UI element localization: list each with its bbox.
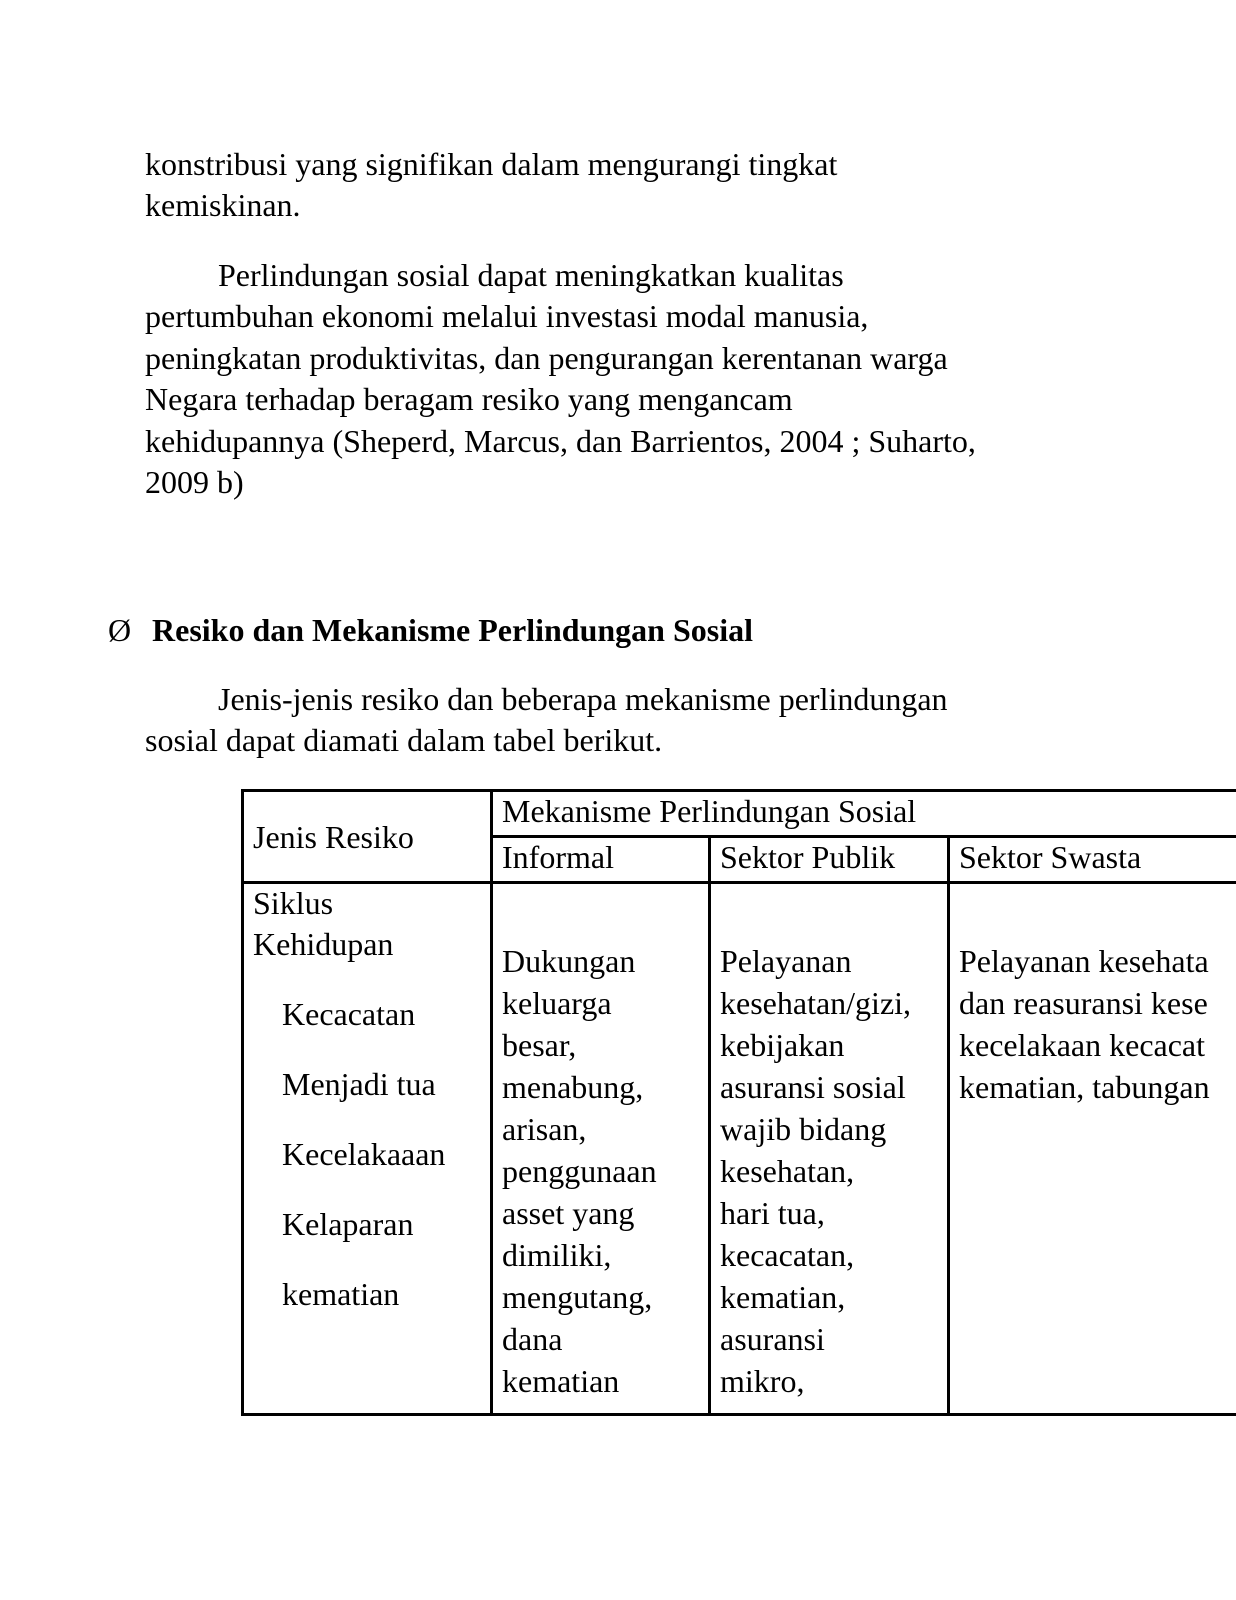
cell-line: keluarga — [502, 985, 612, 1021]
cell-line: mikro, — [720, 1363, 805, 1399]
cell-line: arisan, — [502, 1111, 587, 1147]
cell-line: kesehatan, — [720, 1153, 855, 1189]
cell-line: kecelakaan kecacat — [959, 1027, 1206, 1063]
cell-line: dana — [502, 1321, 563, 1357]
risk-item: Kecelakaaan — [282, 1136, 446, 1172]
cell-line: kematian, tabungan — [959, 1069, 1210, 1105]
cell-line: dan reasuransi kese — [959, 985, 1208, 1021]
public-sector-cell — [720, 940, 911, 1402]
cell-line: hari tua, — [720, 1195, 825, 1231]
risk-item: kematian — [282, 1276, 400, 1312]
cell-line: asuransi — [720, 1321, 825, 1357]
header-sektor-publik: Sektor Publik — [720, 839, 896, 875]
cell-line: kebijakan — [720, 1027, 845, 1063]
cell-line: asuransi sosial — [720, 1069, 906, 1105]
risk-item: Kecacatan — [282, 996, 416, 1032]
cell-line: mengutang, — [502, 1279, 653, 1315]
risk-group-line: Kehidupan — [253, 926, 394, 962]
cell-line: Dukungan — [502, 943, 636, 979]
informal-cell — [502, 940, 657, 1402]
header-informal: Informal — [502, 839, 614, 875]
table-divider — [490, 792, 493, 1416]
paragraph-2-line: kehidupannya (Sheperd, Marcus, dan Barrientos, 2004 ; Suharto, — [145, 423, 976, 459]
risk-item: Kelaparan — [282, 1206, 414, 1242]
bullet-icon: Ø — [108, 612, 132, 648]
table-divider — [244, 881, 1236, 884]
paragraph-2-line: peningkatan produktivitas, dan pengurangan kerentanan warga — [145, 340, 948, 376]
cell-line: Pelayanan kesehata — [959, 943, 1209, 979]
paragraph-3-line: sosial dapat diamati dalam tabel berikut. — [145, 722, 663, 758]
cell-line: kematian — [502, 1363, 620, 1399]
private-sector-cell — [959, 940, 1210, 1108]
paragraph-1-line: kemiskinan. — [145, 187, 301, 223]
cell-line: penggunaan — [502, 1153, 657, 1189]
cell-line: Pelayanan — [720, 943, 852, 979]
cell-line: besar, — [502, 1027, 577, 1063]
paragraph-2-line: pertumbuhan ekonomi melalui investasi modal manusia, — [145, 298, 869, 334]
cell-line: dimiliki, — [502, 1237, 612, 1273]
paragraph-2-line: Negara terhadap beragam resiko yang mengancam — [145, 381, 793, 417]
risk-protection-table — [241, 789, 1236, 1416]
paragraph-3-line: Jenis-jenis resiko dan beberapa mekanisme perlindungan — [218, 681, 948, 717]
section-title: Resiko dan Mekanisme Perlindungan Sosial — [152, 612, 753, 648]
table-divider — [708, 835, 711, 1416]
header-jenis-resiko: Jenis Resiko — [253, 819, 414, 855]
paragraph-2-line: Perlindungan sosial dapat meningkatkan kualitas — [218, 257, 844, 293]
header-mekanisme: Mekanisme Perlindungan Sosial — [502, 793, 917, 829]
header-sektor-swasta: Sektor Swasta — [959, 839, 1142, 875]
cell-line: menabung, — [502, 1069, 644, 1105]
risk-group-line: Siklus — [253, 885, 334, 921]
cell-line: asset yang — [502, 1195, 635, 1231]
cell-line: kematian, — [720, 1279, 846, 1315]
cell-line: wajib bidang — [720, 1111, 887, 1147]
paragraph-2-line: 2009 b) — [145, 464, 244, 500]
paragraph-1-line: konstribusi yang signifikan dalam mengurangi tingkat — [145, 146, 838, 182]
section-heading — [108, 609, 753, 651]
table-divider — [947, 835, 950, 1416]
risk-item: Menjadi tua — [282, 1066, 436, 1102]
cell-line: kesehatan/gizi, — [720, 985, 912, 1021]
cell-line: kecacatan, — [720, 1237, 855, 1273]
